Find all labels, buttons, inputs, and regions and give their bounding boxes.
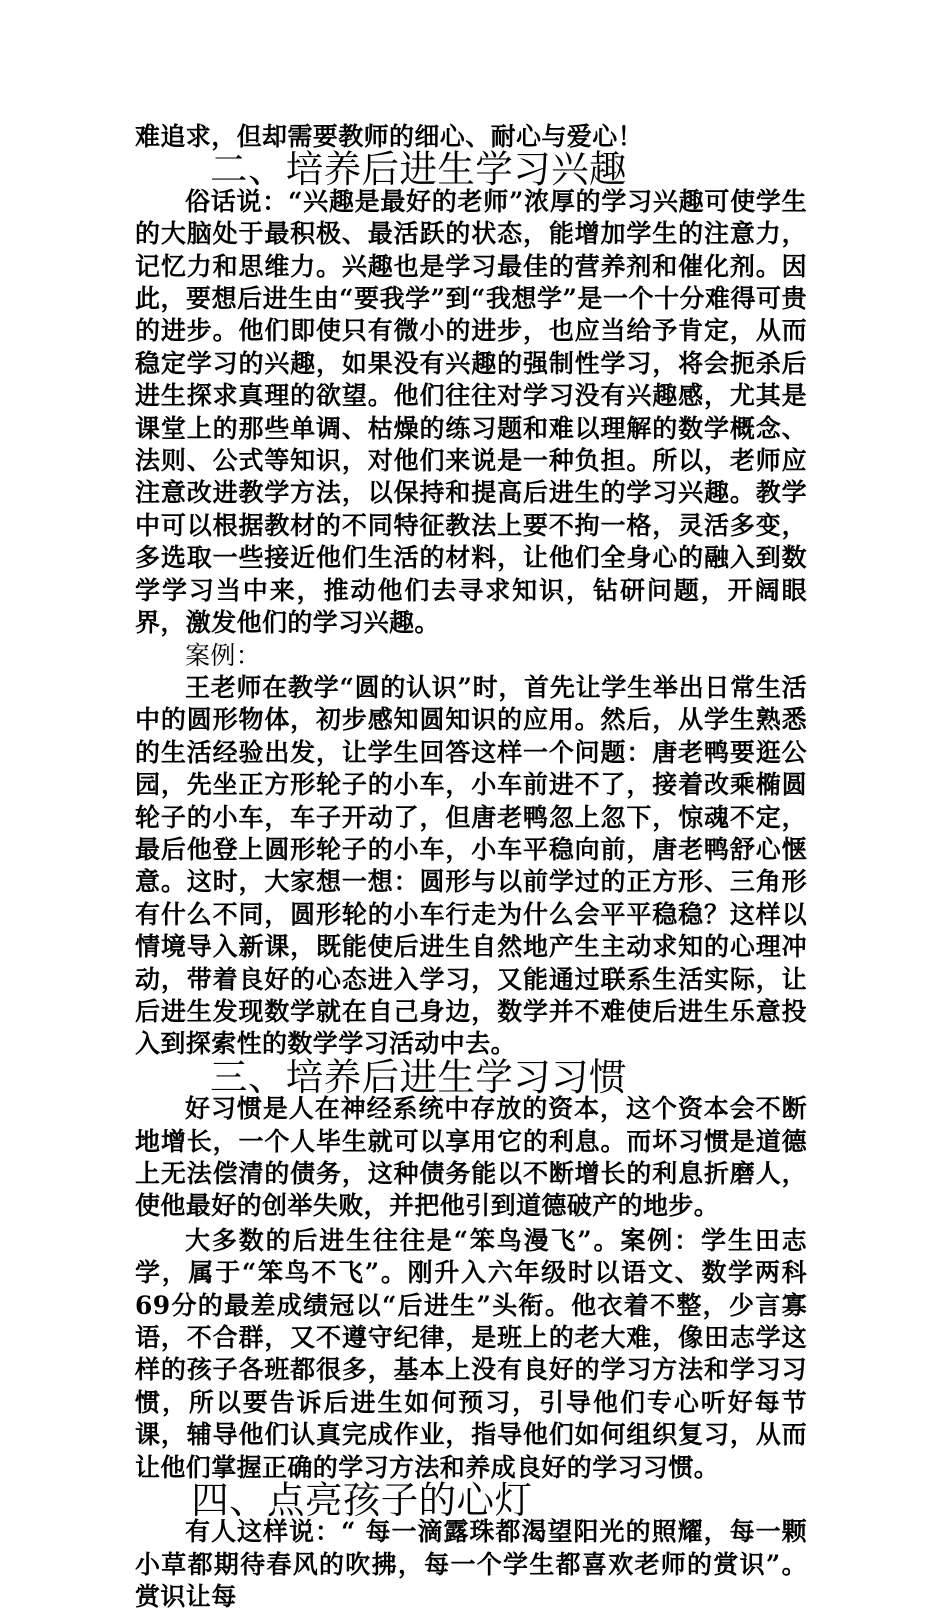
section-heading-2: 二、培养后进生学习兴趣 — [210, 147, 627, 192]
paragraph-continuation: 难追求，但却需要教师的细心、耐心与爱心！ — [135, 122, 644, 151]
paragraph-interest: 俗话说：“兴趣是最好的老师”浓厚的学习兴趣可使学生的大脑处于最积极、最活跃的状态，能增加学生的注意力，记忆力和思维力。兴趣也是学习最佳的营养剂和催化剂。因此，要想后进生由“要我学”到“我想学”是一个十分难得可贵的进步。他们即使只有微小的进步，也应当给予肯定，从而稳定学习的兴趣，如果没有兴趣的强制性学习，将会扼杀后进生探求真理的欲望。他们往往对学习没有兴趣感，尤其是课堂上的那些单调、枯燥的练习题和难以理解的数学概念、法则、公式等知识，对他们来说是一种负担。所以，老师应注意改进教学方法，以保持和提高后进生的学习兴趣。教学中可以根据教材的不同特征教法上要不拘一格，灵活多变，多选取一些接近他们生活的材料，让他们全身心的融入到数学学习当中来，推动他们去寻求知识，钻研问题，开阔眼界，激发他们的学习兴趣。 — [135, 186, 807, 638]
paragraph-case-circle: 王老师在教学“圆的认识”时，首先让学生举出日常生活中的圆形物体，初步感知圆知识的应用。然后，从学生熟悉的生活经验出发，让学生回答这样一个问题：唐老鸭要逛公园，先坐正方形轮子的小车，小车前进不了，接着改乘椭圆轮子的小车，车子开动了，但唐老鸭忽上忽下，惊魂不定，最后他登上圆形轮子的小车，小车平稳向前，唐老鸭舒心惬意。这时，大家想一想：圆形与以前学过的正方形、三角形有什么不同，圆形轮的小车行走为什么会平平稳稳？这样以情境导入新课，既能使后进生自然地产生主动求知的心理冲动，带着良好的心态进入学习，又能通过联系生活实际，让后进生发现数学就在自己身边，数学并不难使后进生乐意投入到探索性的数学学习活动中去。 — [135, 672, 807, 1059]
paragraph-case-student: 大多数的后进生往往是“笨鸟漫飞”。案例：学生田志学，属于“笨鸟不飞”。刚升入六年级时以语文、数学两科69分的最差成绩冠以“后进生”头衔。他衣着不整，少言寡语，不合群，又不遵守纪律，是班上的老大难，像田志学这样的孩子各班都很多，基本上没有良好的学习方法和学习习惯，所以要告诉后进生如何预习，引导他们专心听好每节课，辅导他们认真完成作业，指导他们如何组织复习，从而让他们掌握正确的学习方法和养成良好的学习习惯。 — [135, 1225, 807, 1482]
paragraph-appreciation: 有人这样说：“ 每一滴露珠都渴望阳光的照耀，每一颗小草都期待春风的吹拂，每一个学生都喜欢老师的赏识”。赏识让每 — [135, 1517, 807, 1612]
section-heading-4: 四、点亮孩子的心灯 — [191, 1478, 533, 1523]
section-heading-3: 三、培养后进生学习习惯 — [210, 1054, 627, 1099]
paragraph-habits: 好习惯是人在神经系统中存放的资本，这个资本会不断地增长，一个人毕生就可以享用它的利息。而坏习惯是道德上无法偿清的债务，这种债务能以不断增长的利息折磨人，使他最好的创举失败，并把他引到道德破产的地步。 — [135, 1094, 807, 1221]
case-label: 案例： — [185, 640, 262, 670]
document-page — [135, 121, 807, 1614]
